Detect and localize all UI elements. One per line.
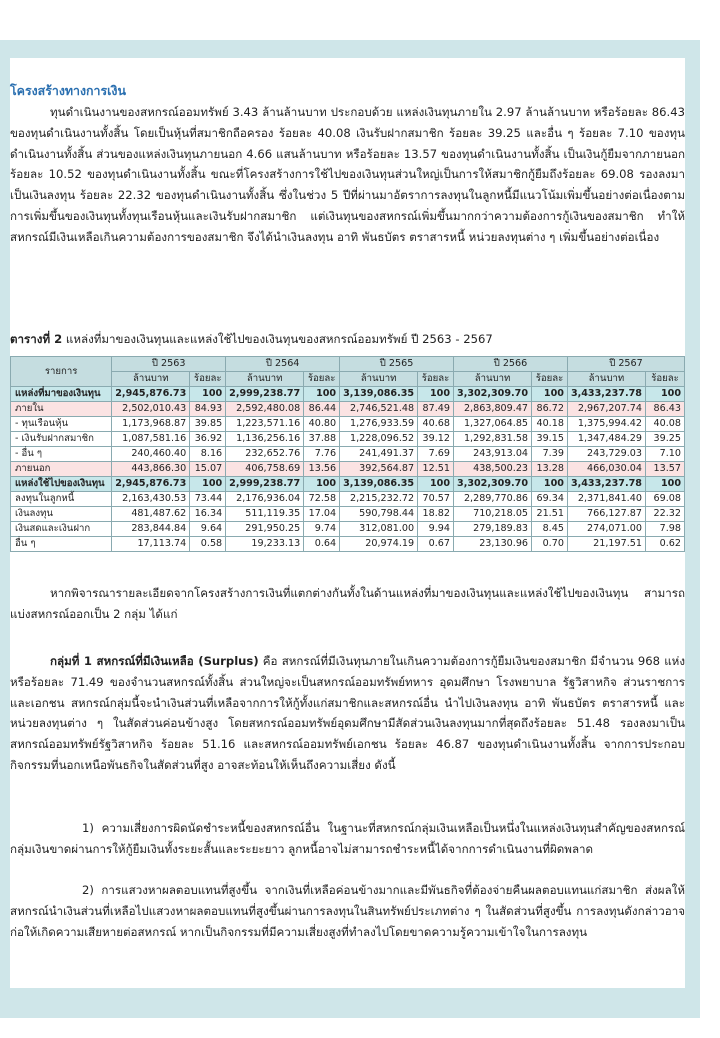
row-label: อื่น ๆ	[11, 537, 112, 552]
cell-million-baht: 2,176,936.04	[226, 492, 304, 507]
cell-million-baht: 3,139,086.35	[340, 387, 418, 402]
cell-percent: 69.34	[532, 492, 568, 507]
col-header-item: รายการ	[11, 357, 112, 387]
row-label: - เงินรับฝากสมาชิก	[11, 432, 112, 447]
cell-percent: 39.12	[418, 432, 454, 447]
cell-percent: 84.93	[190, 402, 226, 417]
cell-percent: 100	[304, 477, 340, 492]
cell-percent: 86.44	[304, 402, 340, 417]
cell-percent: 7.98	[645, 522, 684, 537]
cell-million-baht: 1,292,831.58	[454, 432, 532, 447]
cell-million-baht: 2,945,876.73	[112, 477, 190, 492]
cell-million-baht: 17,113.74	[112, 537, 190, 552]
table-row	[11, 522, 685, 537]
cell-million-baht: 283,844.84	[112, 522, 190, 537]
cell-million-baht: 2,163,430.53	[112, 492, 190, 507]
table-row	[11, 492, 685, 507]
cell-million-baht: 590,798.44	[340, 507, 418, 522]
cell-million-baht: 1,223,571.16	[226, 417, 304, 432]
cell-percent: 100	[190, 477, 226, 492]
cell-percent: 15.07	[190, 462, 226, 477]
risk-item-1: 1) ความเสี่ยงการผิดนัดชำระหนี้ของสหกรณ์อื่น ในฐานะที่สหกรณ์กลุ่มเงินเหลือเป็นหนึ่งในแหล่งเงินทุนสำคัญของสหกรณ์กลุ่มเงินขาดผ่านการให้กู้ยืมเงินทั้งระยะสั้นและระยะยาว ลูกหนี้อาจไม่สามารถชำระหนี้ได้จากการดำเนินงานที่ผิดพลาด	[10, 821, 685, 856]
cell-million-baht: 3,302,309.70	[454, 477, 532, 492]
cell-percent: 8.45	[532, 522, 568, 537]
cell-percent: 36.92	[190, 432, 226, 447]
cell-percent: 100	[418, 387, 454, 402]
cell-million-baht: 1,347,484.29	[567, 432, 645, 447]
cell-percent: 16.34	[190, 507, 226, 522]
cell-percent: 22.32	[645, 507, 684, 522]
cell-percent: 0.70	[532, 537, 568, 552]
cell-million-baht: 3,433,237.78	[567, 477, 645, 492]
cell-million-baht: 1,136,256.16	[226, 432, 304, 447]
cell-million-baht: 2,863,809.47	[454, 402, 532, 417]
cell-percent: 72.58	[304, 492, 340, 507]
cell-percent: 70.57	[418, 492, 454, 507]
col-header-year: ปี 2567	[567, 357, 684, 372]
cell-percent: 21.51	[532, 507, 568, 522]
col-header-year: ปี 2565	[340, 357, 454, 372]
cell-percent: 17.04	[304, 507, 340, 522]
cell-percent: 40.68	[418, 417, 454, 432]
cell-million-baht: 21,197.51	[567, 537, 645, 552]
cell-percent: 100	[190, 387, 226, 402]
cell-million-baht: 2,746,521.48	[340, 402, 418, 417]
col-subheader-pct: ร้อยละ	[645, 372, 684, 387]
cell-percent: 86.43	[645, 402, 684, 417]
col-header-year: ปี 2563	[112, 357, 226, 372]
cell-million-baht: 2,999,238.77	[226, 387, 304, 402]
row-label: ภายนอก	[11, 462, 112, 477]
table-row	[11, 447, 685, 462]
cell-million-baht: 279,189.83	[454, 522, 532, 537]
cell-million-baht: 466,030.04	[567, 462, 645, 477]
table-body	[11, 387, 685, 552]
cell-percent: 39.85	[190, 417, 226, 432]
row-label: ลงทุนในลูกหนี้	[11, 492, 112, 507]
cell-percent: 13.56	[304, 462, 340, 477]
cell-million-baht: 766,127.87	[567, 507, 645, 522]
cell-million-baht: 2,371,841.40	[567, 492, 645, 507]
risk-item-2: 2) การแสวงหาผลตอบแทนที่สูงขึ้น จากเงินที่เหลือค่อนข้างมากและมีพันธกิจที่ต้องจ่ายคืนผลตอบแทนแก่สมาชิก ส่งผลให้สหกรณ์นำเงินส่วนที่เหลือไปแสวงหาผลตอบแทนที่สูงขึ้นผ่านการลงทุนในสินทรัพย์ประเภทต่าง ๆ ในสัดส่วนที่สูงขึ้น การลงทุนดังกล่าวอาจก่อให้เกิดความเสียหายต่อสหกรณ์ หากเป็นกิจกรรมที่มีความเสี่ยงสูงที่ทำลงไปโดยขาดความรู้ความเข้าใจในการลงทุน	[10, 883, 685, 939]
table-caption-text: แหล่งที่มาของเงินทุนและแหล่งใช้ไปของเงินทุนของสหกรณ์ออมทรัพย์ ปี 2563 - 2567	[62, 332, 493, 346]
col-subheader-pct: ร้อยละ	[304, 372, 340, 387]
cell-million-baht: 481,487.62	[112, 507, 190, 522]
col-subheader-mb: ล้านบาท	[226, 372, 304, 387]
table-row	[11, 507, 685, 522]
cell-million-baht: 2,999,238.77	[226, 477, 304, 492]
row-label: - ทุนเรือนหุ้น	[11, 417, 112, 432]
cell-million-baht: 2,945,876.73	[112, 387, 190, 402]
row-label: - อื่น ๆ	[11, 447, 112, 462]
group1-text: คือ สหกรณ์ที่มีเงินทุนภายในเกินความต้องการกู้ยืมเงินของสมาชิก มีจำนวน 968 แห่ง หรือร้อยละ 71.49 ของจำนวนสหกรณ์ทั้งสิ้น ส่วนใหญ่จะเป็นสหกรณ์ออมทรัพย์ทหาร อุดมศึกษา โรงพยาบาล รัฐวิสาหกิจ ส่วนราชการ และเอกชน สหกรณ์กลุ่มนี้จะนำเงินส่วนที่เหลือจากการให้กู้ทั้งแก่สมาชิกและสหกรณ์อื่น นำไปเงินลงทุน อาทิ พันธบัตร ตราสารหนี้ และหน่วยลงทุนต่าง ๆ ในสัดส่วนค่อนข้างสูง โดยสหกรณ์ออมทรัพย์อุดมศึกษามีสัดส่วนเงินลงทุนมากที่สุดถึงร้อยละ 51.48 รองลงมาเป็นสหกรณ์ออมทรัพย์รัฐวิสาหกิจ ร้อยละ 51.16 และสหกรณ์ออมทรัพย์เอกชน ร้อยละ 46.87 ของทุนดำเนินงานทั้งสิ้น จากการประกอบกิจกรรมที่นอกเหนือพันธกิจในสัดส่วนที่สูง อาจสะท้อนให้เห็นถึงความเสี่ยง ดังนี้	[10, 654, 685, 772]
cell-million-baht: 1,327,064.85	[454, 417, 532, 432]
table-row	[11, 462, 685, 477]
cell-percent: 7.76	[304, 447, 340, 462]
table-row	[11, 402, 685, 417]
cell-million-baht: 243,729.03	[567, 447, 645, 462]
cell-percent: 73.44	[190, 492, 226, 507]
col-subheader-mb: ล้านบาท	[112, 372, 190, 387]
cell-million-baht: 3,433,237.78	[567, 387, 645, 402]
row-label: เงินลงทุน	[11, 507, 112, 522]
cell-percent: 9.64	[190, 522, 226, 537]
table-caption-label: ตารางที่ 2	[10, 332, 63, 346]
cell-percent: 40.80	[304, 417, 340, 432]
cell-million-baht: 1,173,968.87	[112, 417, 190, 432]
cell-percent: 100	[418, 477, 454, 492]
cell-percent: 12.51	[418, 462, 454, 477]
section-heading: โครงสร้างทางการเงิน	[10, 83, 126, 98]
cell-percent: 100	[645, 387, 684, 402]
cell-percent: 0.67	[418, 537, 454, 552]
cell-percent: 87.49	[418, 402, 454, 417]
cell-percent: 86.72	[532, 402, 568, 417]
cell-percent: 39.15	[532, 432, 568, 447]
col-header-year: ปี 2564	[226, 357, 340, 372]
row-label: แหล่งที่มาของเงินทุน	[11, 387, 112, 402]
cell-million-baht: 241,491.37	[340, 447, 418, 462]
cell-percent: 13.28	[532, 462, 568, 477]
cell-percent: 9.94	[418, 522, 454, 537]
cell-million-baht: 392,564.87	[340, 462, 418, 477]
cell-million-baht: 2,592,480.08	[226, 402, 304, 417]
cell-percent: 69.08	[645, 492, 684, 507]
row-label: ภายใน	[11, 402, 112, 417]
cell-percent: 7.10	[645, 447, 684, 462]
col-subheader-mb: ล้านบาท	[340, 372, 418, 387]
cell-million-baht: 2,502,010.43	[112, 402, 190, 417]
group1-heading: กลุ่มที่ 1 สหกรณ์ที่มีเงินเหลือ (Surplus)	[50, 654, 259, 668]
cell-million-baht: 2,215,232.72	[340, 492, 418, 507]
cell-million-baht: 2,289,770.86	[454, 492, 532, 507]
table-row	[11, 387, 685, 402]
cell-million-baht: 438,500.23	[454, 462, 532, 477]
cell-percent: 0.62	[645, 537, 684, 552]
row-label: เงินสดและเงินฝาก	[11, 522, 112, 537]
paragraph-2: หากพิจารณารายละเอียดจากโครงสร้างการเงินที่แตกต่างกันทั้งในด้านแหล่งที่มาของเงินทุนและแหล่งใช้ไปของเงินทุน สามารถแบ่งสหกรณ์ออกเป็น 2 กลุ่ม ได้แก่	[10, 586, 685, 621]
cell-million-baht: 232,652.76	[226, 447, 304, 462]
col-subheader-mb: ล้านบาท	[567, 372, 645, 387]
cell-million-baht: 1,375,994.42	[567, 417, 645, 432]
col-subheader-pct: ร้อยละ	[532, 372, 568, 387]
table-row	[11, 417, 685, 432]
funding-table	[10, 356, 685, 552]
cell-percent: 100	[532, 387, 568, 402]
cell-million-baht: 19,233.13	[226, 537, 304, 552]
cell-percent: 40.08	[645, 417, 684, 432]
cell-million-baht: 1,228,096.52	[340, 432, 418, 447]
cell-million-baht: 20,974.19	[340, 537, 418, 552]
cell-percent: 39.25	[645, 432, 684, 447]
cell-million-baht: 312,081.00	[340, 522, 418, 537]
cell-million-baht: 443,866.30	[112, 462, 190, 477]
cell-million-baht: 243,913.04	[454, 447, 532, 462]
cell-percent: 13.57	[645, 462, 684, 477]
cell-percent: 9.74	[304, 522, 340, 537]
cell-percent: 37.88	[304, 432, 340, 447]
cell-percent: 18.82	[418, 507, 454, 522]
cell-million-baht: 3,302,309.70	[454, 387, 532, 402]
cell-percent: 7.39	[532, 447, 568, 462]
cell-percent: 0.58	[190, 537, 226, 552]
col-subheader-pct: ร้อยละ	[190, 372, 226, 387]
cell-million-baht: 274,071.00	[567, 522, 645, 537]
cell-percent: 40.18	[532, 417, 568, 432]
table-row	[11, 537, 685, 552]
paragraph-1: ทุนดำเนินงานของสหกรณ์ออมทรัพย์ 3.43 ล้านล้านบาท ประกอบด้วย แหล่งเงินทุนภายใน 2.97 ล้านล้านบาท หรือร้อยละ 86.43 ของทุนดำเนินงานทั้งสิ้น โดยเป็นหุ้นที่สมาชิกถือครอง ร้อยละ 40.08 เงินรับฝากสมาชิก ร้อยละ 39.25 และอื่น ๆ ร้อยละ 7.10 ของทุนดำเนินงานทั้งสิ้น ส่วนของแหล่งเงินทุนภายนอก 4.66 แสนล้านบาท หรือร้อยละ 13.57 ของทุนดำเนินงานทั้งสิ้น เป็นเงินกู้ยืมจากภายนอก ร้อยละ 10.52 ของทุนดำเนินงานทั้งสิ้น ขณะที่โครงสร้างการใช้ไปของเงินทุนส่วนใหญ่เป็นการให้สมาชิกกู้ยืมถึงร้อยละ 69.08 รองลงมาเป็นเงินลงทุน ร้อยละ 22.32 ของทุนดำเนินงานทั้งสิ้น ซึ่งในช่วง 5 ปีที่ผ่านมาอัตราการลงทุนในลูกหนี้มีแนวโน้มเพิ่มขึ้นอย่างต่อเนื่องตามการเพิ่มขึ้นของเงินทุนทั้งทุนเรือนหุ้นและเงินรับฝากสมาชิก แต่เงินทุนของสหกรณ์เพิ่มขึ้นมากกว่าความต้องการกู้เงินของสมาชิก ทำให้สหกรณ์มีเงินเหลือเกินความต้องการของสมาชิก จึงได้นำเงินลงทุน อาทิ พันธบัตร ตราสารหนี้ หน่วยลงทุนต่าง ๆ เพิ่มขึ้นอย่างต่อเนื่อง	[10, 105, 685, 244]
cell-million-baht: 240,460.40	[112, 447, 190, 462]
cell-million-baht: 710,218.05	[454, 507, 532, 522]
cell-million-baht: 291,950.25	[226, 522, 304, 537]
cell-million-baht: 1,087,581.16	[112, 432, 190, 447]
cell-million-baht: 406,758.69	[226, 462, 304, 477]
paragraph-group1	[10, 651, 685, 776]
cell-percent: 7.69	[418, 447, 454, 462]
cell-million-baht: 1,276,933.59	[340, 417, 418, 432]
col-subheader-mb: ล้านบาท	[454, 372, 532, 387]
cell-million-baht: 2,967,207.74	[567, 402, 645, 417]
cell-percent: 100	[532, 477, 568, 492]
cell-percent: 0.64	[304, 537, 340, 552]
row-label: แหล่งใช้ไปของเงินทุน	[11, 477, 112, 492]
cell-million-baht: 23,130.96	[454, 537, 532, 552]
cell-percent: 100	[304, 387, 340, 402]
table-row	[11, 477, 685, 492]
col-header-year: ปี 2566	[454, 357, 568, 372]
table-row	[11, 432, 685, 447]
table-caption	[10, 331, 493, 349]
col-subheader-pct: ร้อยละ	[418, 372, 454, 387]
cell-million-baht: 511,119.35	[226, 507, 304, 522]
document-page	[10, 58, 685, 988]
cell-million-baht: 3,139,086.35	[340, 477, 418, 492]
cell-percent: 100	[645, 477, 684, 492]
cell-percent: 8.16	[190, 447, 226, 462]
